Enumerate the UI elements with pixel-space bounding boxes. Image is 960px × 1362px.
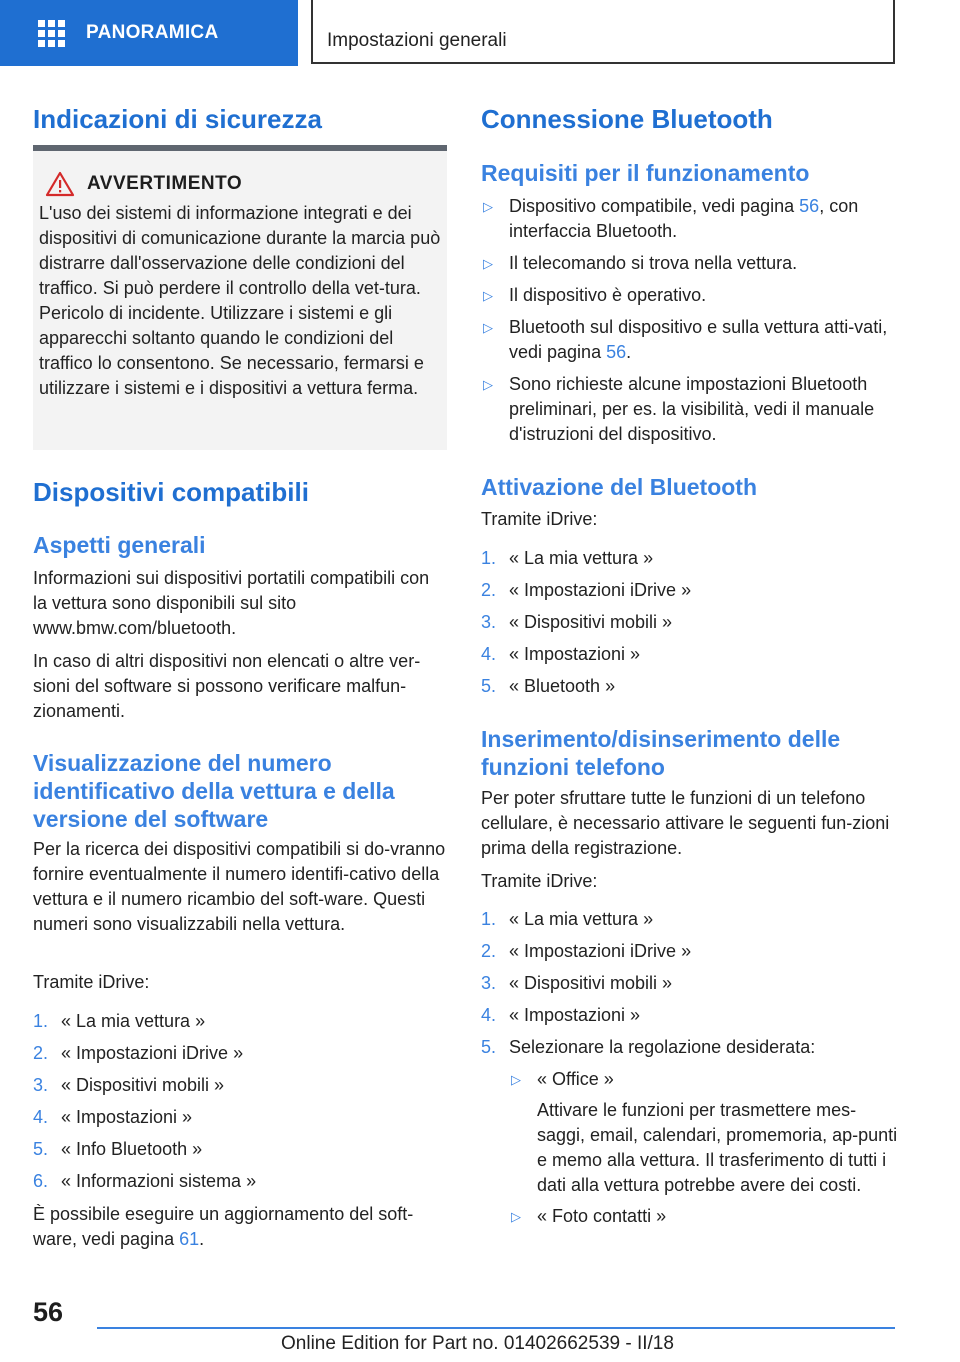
via-idrive-label: Tramite iDrive: xyxy=(481,871,598,891)
breadcrumb-section: Impostazioni generali xyxy=(327,30,507,51)
list-item: 4. « Impostazioni » xyxy=(481,1005,641,1025)
list-item: ▷ Sono richieste alcune impostazioni Bluetooth preliminari, per es. la visibilità, vedi il manuale d'istruzioni del dispositivo. xyxy=(483,374,875,444)
list-item: 2. « Impostazioni iDrive » xyxy=(33,1043,244,1063)
via-idrive-label: Tramite iDrive: xyxy=(481,509,598,529)
heading-phone-functions: Inserimento/disinserimento delle funzioni telefono xyxy=(481,726,841,780)
warning-header xyxy=(39,171,441,197)
list-item: 6. « Informazioni sistema » xyxy=(33,1171,257,1191)
list-item: 1. « La mia vettura » xyxy=(481,909,654,929)
list-item: 2. « Impostazioni iDrive » xyxy=(481,941,692,961)
heading-vehicle-id-software: Visualizzazione del numero identificativo della vettura e della versione del software xyxy=(33,750,395,832)
overview-nav-label: PANORAMICA xyxy=(86,22,219,43)
settings-options-list xyxy=(509,1067,899,1229)
steps-list-left xyxy=(33,1009,447,1194)
page-link-61[interactable]: 61 xyxy=(179,1229,200,1249)
list-item: 4. « Impostazioni » xyxy=(33,1107,193,1127)
edition-footer: Online Edition for Part no. 01402662539 - II/18 xyxy=(281,1333,674,1354)
list-item: ▷ Dispositivo compatibile, vedi pagina 56, con interfaccia Bluetooth. xyxy=(483,196,859,241)
general-paragraph-1: Informazioni sui dispositivi portatili compatibili con la vettura sono disponibili sul sito www.bmw.com/bluetooth. xyxy=(33,568,430,638)
breadcrumb xyxy=(311,0,895,64)
heading-bluetooth-activation: Attivazione del Bluetooth xyxy=(481,474,757,500)
warning-text: L'uso dei sistemi di informazione integrati e dei dispositivi di comunicazione durante la marcia può distrarre dall'osservazione delle condizioni del traffico. Si può perdere il controllo della vet-tura. Pericolo di incidente. Utilizzare i sistemi e gli apparecchi soltanto quando le condizioni del traffico lo consentono. Se necessario, fermarsi e utilizzare i sistemi e i dispositivi a vettura ferma. xyxy=(39,203,441,398)
page-link-56[interactable]: 56 xyxy=(606,342,627,362)
list-item: 3. « Dispositivi mobili » xyxy=(481,973,673,993)
list-item: ▷ « Foto contatti » xyxy=(511,1206,667,1226)
warning-triangle-icon xyxy=(45,171,75,197)
office-description: Attivare le funzioni per trasmettere mes-saggi, email, calendari, promemoria, ap-punti e memo alla vettura. Il trasferimento di tutti i dati alla vettura potrebbe avere dei costi. xyxy=(537,1100,898,1195)
heading-bluetooth-connection: Connessione Bluetooth xyxy=(481,104,773,134)
heading-requirements: Requisiti per il funzionamento xyxy=(481,160,810,186)
list-item: 5. « Bluetooth » xyxy=(481,676,616,696)
page-number: 56 xyxy=(33,1297,64,1327)
warning-title: AVVERTIMENTO xyxy=(87,173,243,194)
grid-menu-icon xyxy=(38,20,66,46)
list-item: ▷ Il dispositivo è operativo. xyxy=(483,285,707,305)
warning-box xyxy=(33,151,447,450)
list-item: 4. « Impostazioni » xyxy=(481,644,641,664)
heading-safety: Indicazioni di sicurezza xyxy=(33,104,322,134)
list-item: 1. « La mia vettura » xyxy=(33,1011,206,1031)
activation-steps-list xyxy=(481,546,895,699)
phone-steps-list xyxy=(481,907,895,1060)
overview-nav-button[interactable] xyxy=(0,0,298,66)
heading-compatible-devices: Dispositivi compatibili xyxy=(33,477,309,507)
footer-divider xyxy=(97,1327,895,1329)
via-idrive-label: Tramite iDrive: xyxy=(33,972,150,992)
requirements-list xyxy=(481,194,895,447)
list-item: ▷ Il telecomando si trova nella vettura. xyxy=(483,253,798,273)
display-paragraph: Per la ricerca dei dispositivi compatibili si do-vranno fornire eventualmente il numero identifi-cativo della vettura e il numero ricambio del soft-ware. Questi numeri sono visualizzabili nella vettura. xyxy=(33,839,446,934)
top-bar xyxy=(0,0,960,66)
heading-general-aspects: Aspetti generali xyxy=(33,532,206,558)
list-item: 3. « Dispositivi mobili » xyxy=(33,1075,225,1095)
general-paragraph-2: In caso di altri dispositivi non elencati o altre ver-sioni del software si possono verificare malfun-zionamenti. xyxy=(33,651,421,721)
page-link-56[interactable]: 56 xyxy=(799,196,820,216)
list-item: 1. « La mia vettura » xyxy=(481,548,654,568)
list-item: 5. « Info Bluetooth » xyxy=(33,1139,203,1159)
software-update-paragraph: È possibile eseguire un aggiornamento del soft-ware, vedi pagina 61. xyxy=(33,1204,414,1249)
list-item: 5. Selezionare la regolazione desiderata: xyxy=(481,1037,816,1057)
list-item: 2. « Impostazioni iDrive » xyxy=(481,580,692,600)
phone-paragraph: Per poter sfruttare tutte le funzioni di un telefono cellulare, è necessario attivare le seguenti fun-zioni prima della registrazione. xyxy=(481,788,890,858)
list-item: ▷ « Office » Attivare le funzioni per trasmettere mes-saggi, email, calendari, promemoria, ap-punti e memo alla vettura. Il trasferimento di tutti i dati alla vettura potrebbe avere dei costi. xyxy=(509,1067,899,1198)
list-item: ▷ Bluetooth sul dispositivo e sulla vettura atti-vati, vedi pagina 56. xyxy=(483,317,888,362)
list-item: 3. « Dispositivi mobili » xyxy=(481,612,673,632)
